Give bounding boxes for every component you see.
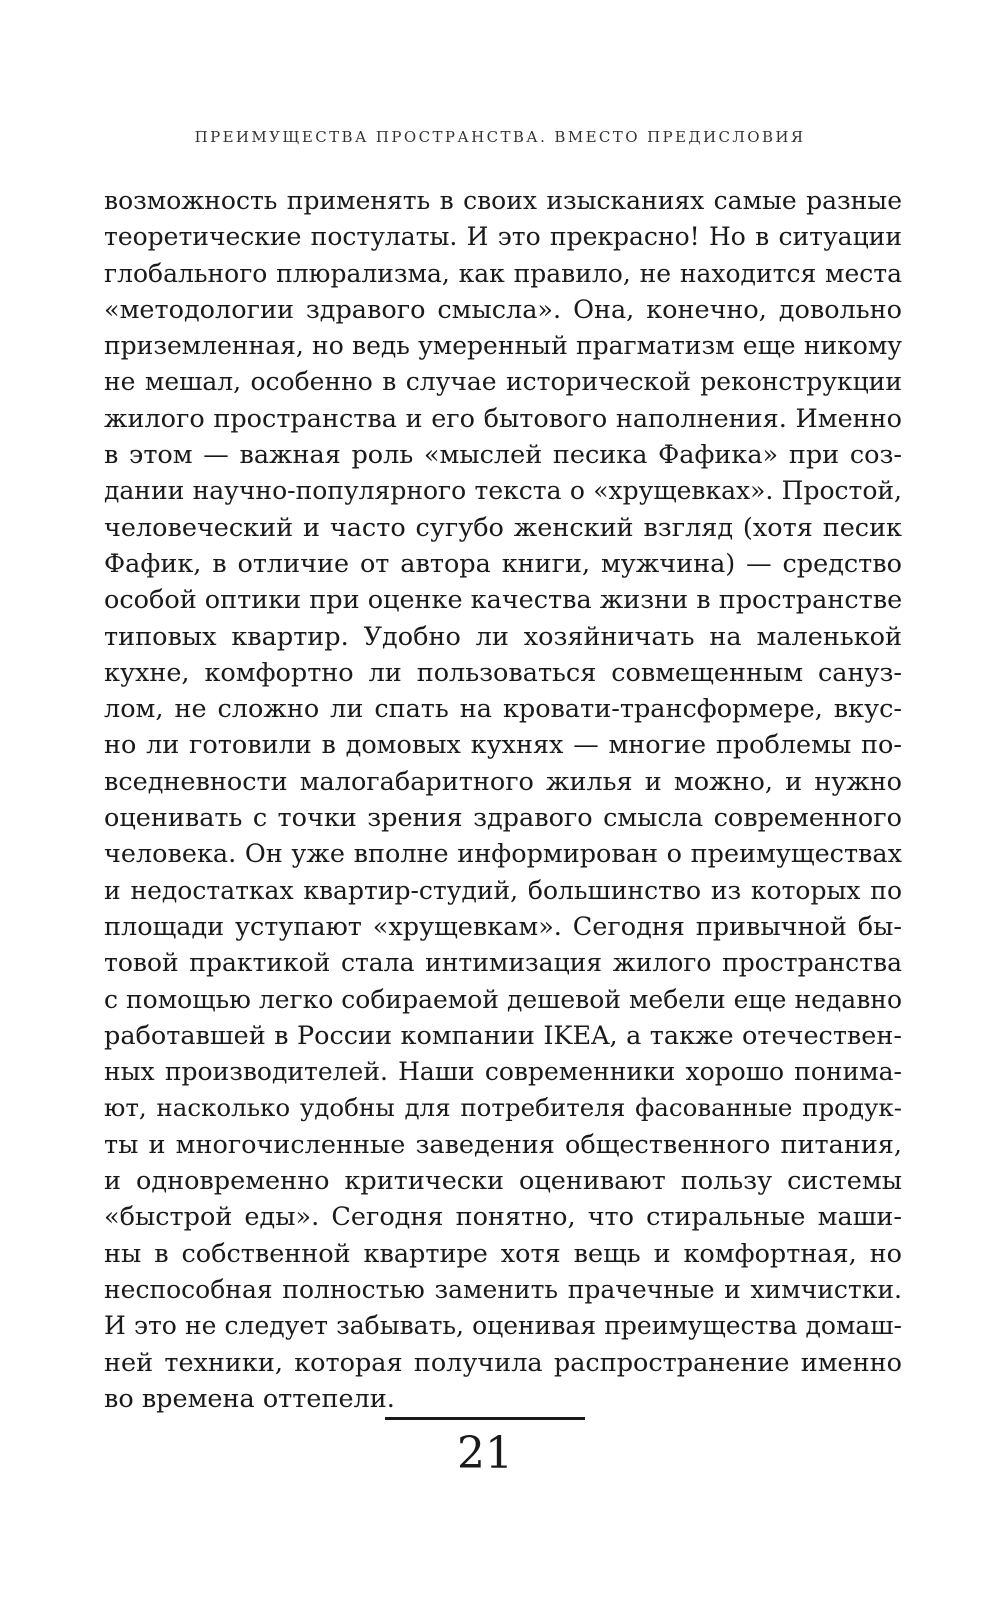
text-line: неспособная полностью заменить прачечные и химчистки. <box>104 1274 902 1304</box>
text-line: глобального плюрализма, как правило, не находится места <box>104 258 902 288</box>
text-line: Фафик, в отличие от автора книги, мужчина) — средство <box>104 548 902 579</box>
text-line: ных производителей. Наши современники хорошо понима- <box>104 1057 902 1087</box>
text-line: человека. Он уже вполне информирован о преимуществах <box>104 839 902 870</box>
text-line: типовых квартир. Удобно ли хозяйничать на маленькой <box>104 621 902 652</box>
text-line: кухне, комфортно ли пользоваться совмещенным сануз- <box>104 657 902 688</box>
text-line: жилого пространства и его бытового наполнения. Именно <box>104 403 902 434</box>
folio-rule <box>385 1417 585 1420</box>
text-line: приземленная, но ведь умеренный прагматизм еще никому <box>104 331 902 361</box>
text-line: «быстрой еды». Сегодня понятно, что стиральные маши- <box>104 1202 902 1233</box>
text-line: человеческий и часто сугубо женский взгляд (хотя песик <box>104 512 902 543</box>
text-line: ты и многочисленные заведения общественного питания, <box>104 1129 902 1160</box>
text-line: ны в собственной квартире хотя вещь и комфортная, но <box>104 1238 902 1269</box>
running-head: ПРЕИМУЩЕСТВА ПРОСТРАНСТВА. ВМЕСТО ПРЕДИСЛОВИЯ <box>194 128 806 146</box>
text-line: вседневности малогабаритного жилья и можно, и нужно <box>104 766 902 797</box>
page-number: 21 <box>457 1428 513 1479</box>
text-line: ют, насколько удобны для потребителя фасованные продук- <box>104 1093 902 1123</box>
text-line: и одновременно критически оценивают пользу системы <box>104 1166 902 1197</box>
text-line: дании научно-популярного текста о «хрущевках». Простой, <box>104 476 902 506</box>
text-line: возможность применять в своих изысканиях самые разные <box>104 186 902 215</box>
text-line: работавшей в России компании IKEA, а также отечествен- <box>104 1020 902 1051</box>
text-line: и недостатках квартир-студий, большинство из которых по <box>104 875 902 905</box>
text-line: И это не следует забывать, оценивая преимущества домаш- <box>104 1311 902 1341</box>
body-text <box>104 183 902 1417</box>
text-line: с помощью легко собираемой дешевой мебели еще недавно <box>104 984 902 1014</box>
text-line: площади уступают «хрущевкам». Сегодня привычной бы- <box>104 911 902 942</box>
text-line: «методологии здравого смысла». Она, конечно, довольно <box>104 294 902 325</box>
text-line: не мешал, особенно в случае исторической реконструкции <box>104 367 902 397</box>
text-line-last: во времена оттепели. <box>104 1383 395 1414</box>
text-line: лом, не сложно ли спать на кровати-трансформере, вкус- <box>104 694 902 725</box>
text-line: но ли готовили в домовых кухнях — многие проблемы по- <box>104 730 902 761</box>
text-line: ней техники, которая получила распространение именно <box>104 1347 902 1378</box>
text-line: в этом — важная роль «мыслей песика Фафика» при соз- <box>104 440 902 471</box>
text-line: теоретические постулаты. И это прекрасно! Но в ситуации <box>104 222 902 252</box>
text-line: товой практикой стала интимизация жилого пространства <box>104 948 902 978</box>
text-line: особой оптики при оценке качества жизни в пространстве <box>104 585 903 616</box>
text-line: оценивать с точки зрения здравого смысла современного <box>104 803 902 834</box>
